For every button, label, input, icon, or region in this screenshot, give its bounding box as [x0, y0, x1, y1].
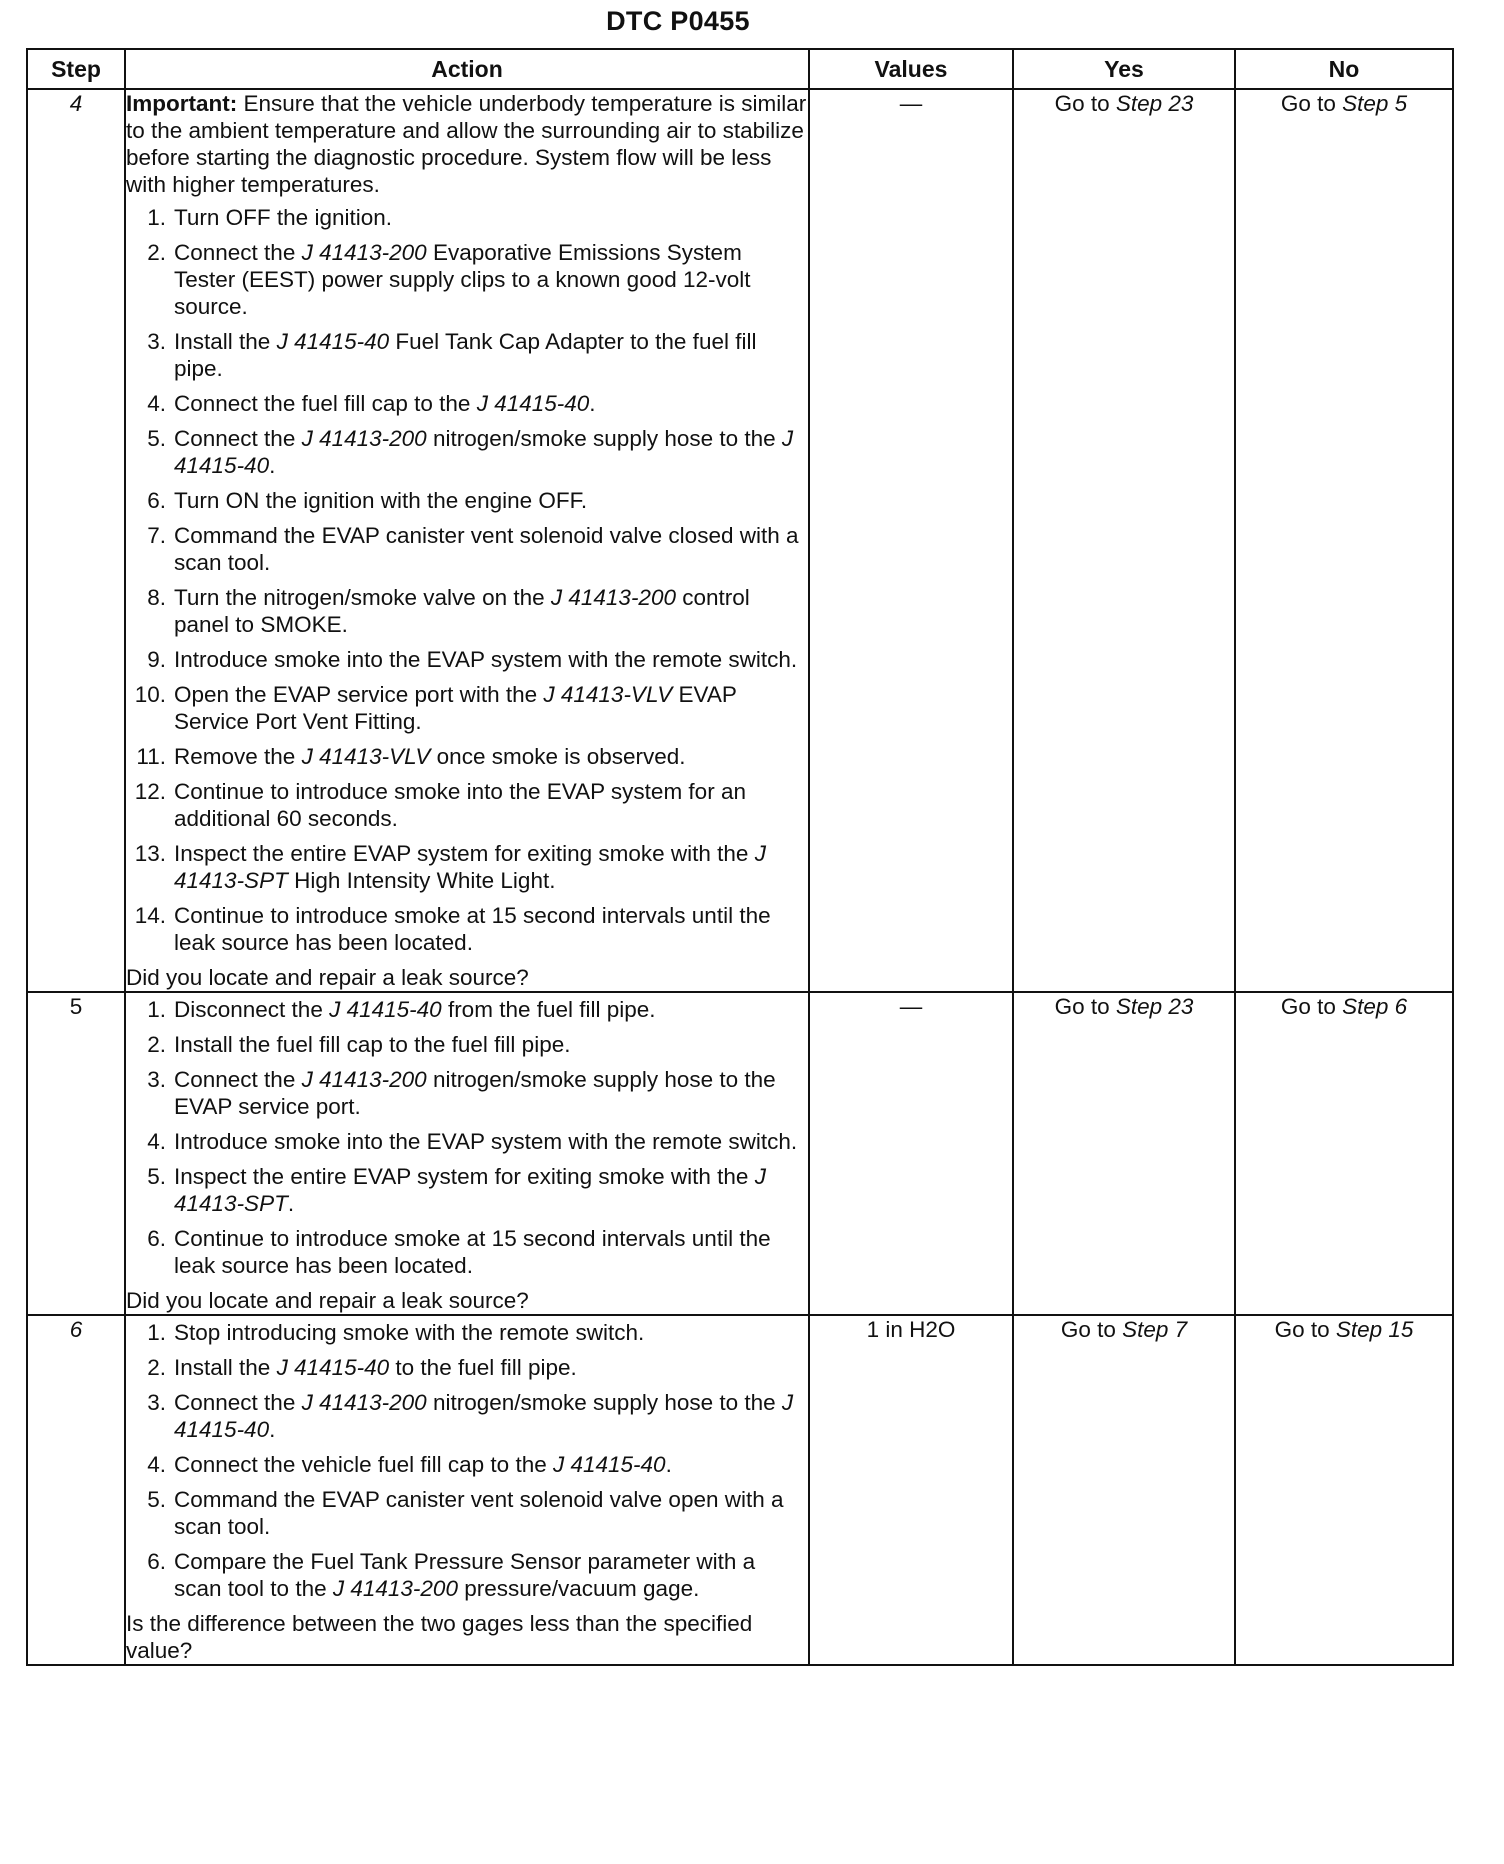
step-number: 6	[27, 1315, 125, 1665]
tool-reference: J 41413-200	[332, 1576, 458, 1601]
item-number: 5.	[147, 1164, 166, 1189]
table-row	[27, 992, 1453, 1315]
header-action: Action	[125, 49, 809, 89]
question: Did you locate and repair a leak source?	[126, 1288, 529, 1313]
text-segment: Connect the	[174, 1390, 302, 1415]
list-item	[126, 1354, 808, 1381]
tool-reference: J 41413-SPT	[174, 841, 766, 893]
no-cell	[1235, 992, 1453, 1315]
no-cell	[1235, 1315, 1453, 1665]
item-text	[174, 1354, 808, 1381]
text-segment: .	[589, 391, 596, 416]
list-item	[126, 425, 808, 479]
text-segment: pressure/vacuum gage.	[457, 1576, 700, 1601]
item-text	[174, 328, 808, 382]
text-segment: Fuel Tank Cap Adapter to the fuel fill pipe.	[174, 329, 757, 381]
item-text	[174, 522, 808, 576]
list-item	[126, 584, 808, 638]
list-item	[126, 778, 808, 832]
action-cell	[125, 992, 809, 1315]
list-item	[126, 522, 808, 576]
yes-step-link[interactable]: Step 23	[1115, 91, 1194, 116]
item-text	[174, 1163, 808, 1217]
text-segment: nitrogen/smoke supply hose to the EVAP service port.	[174, 1067, 776, 1119]
item-number: 4.	[147, 1129, 166, 1154]
item-number: 3.	[147, 1067, 166, 1092]
text-segment: Introduce smoke into the EVAP system with the remote switch.	[174, 647, 798, 672]
tool-reference: J 41413-200	[550, 585, 676, 610]
tool-reference: J 41413-VLV	[301, 744, 431, 769]
text-segment: Turn OFF the ignition.	[174, 205, 393, 230]
no-step-link[interactable]: Step 6	[1342, 994, 1408, 1019]
important-note	[126, 90, 808, 198]
list-item	[126, 1225, 808, 1279]
item-text	[174, 1128, 808, 1155]
text-segment: control panel to SMOKE.	[174, 585, 750, 637]
tool-reference: J 41415-40	[174, 426, 794, 478]
item-number: 3.	[147, 329, 166, 354]
text-segment: Install the	[174, 329, 277, 354]
item-number: 1.	[147, 997, 166, 1022]
item-text	[174, 1548, 808, 1602]
list-item	[126, 646, 808, 673]
table-row	[27, 89, 1453, 992]
tool-reference: J 41413-VLV	[543, 682, 673, 707]
item-number: 8.	[147, 585, 166, 610]
item-number: 5.	[147, 426, 166, 451]
text-segment: Inspect the entire EVAP system for exiting smoke with the	[174, 1164, 755, 1189]
text-segment: .	[287, 1191, 295, 1216]
item-text	[174, 584, 808, 638]
tool-reference: J 41413-SPT	[174, 1164, 766, 1216]
no-cell	[1235, 89, 1453, 992]
text-segment: Connect the	[174, 240, 302, 265]
yes-step-link[interactable]: Step 23	[1115, 994, 1194, 1019]
table-header-row	[27, 49, 1453, 89]
text-segment: Continue to introduce smoke at 15 second intervals until the leak source has been located.	[174, 903, 771, 955]
item-text	[174, 902, 808, 956]
item-number: 4.	[147, 391, 166, 416]
item-text	[174, 1389, 808, 1443]
yes-step-link[interactable]: Step 7	[1122, 1317, 1188, 1342]
important-label: Important:	[126, 91, 238, 116]
text-segment: nitrogen/smoke supply hose to the	[426, 1390, 782, 1415]
text-segment: Command the EVAP canister vent solenoid valve closed with a scan tool.	[174, 523, 799, 575]
tool-reference: J 41415-40	[174, 1390, 794, 1442]
text-segment: Open the EVAP service port with the	[174, 682, 544, 707]
item-text	[174, 1066, 808, 1120]
item-number: 6.	[147, 1549, 166, 1574]
item-number: 6.	[147, 1226, 166, 1251]
item-number: 2.	[147, 1355, 166, 1380]
tool-reference: J 41413-200	[301, 426, 427, 451]
table-row	[27, 1315, 1453, 1665]
item-number: 6.	[147, 488, 166, 513]
no-step-link[interactable]: Step 5	[1342, 91, 1408, 116]
list-item	[126, 1066, 808, 1120]
tool-reference: J 41413-200	[301, 1390, 427, 1415]
list-item	[126, 1548, 808, 1602]
procedure-list	[126, 204, 808, 956]
tool-reference: J 41415-40	[276, 1355, 390, 1380]
item-number: 1.	[147, 205, 166, 230]
item-text	[174, 239, 808, 320]
item-text	[174, 487, 808, 514]
yes-cell	[1013, 992, 1235, 1315]
text-segment: EVAP Service Port Vent Fitting.	[174, 682, 737, 734]
item-number: 14.	[134, 903, 166, 928]
item-number: 9.	[147, 647, 166, 672]
text-segment: Connect the	[174, 1067, 302, 1092]
item-text	[174, 1451, 808, 1478]
item-number: 12.	[134, 779, 166, 804]
no-prefix: Go to	[1280, 91, 1343, 116]
text-segment: to the fuel fill pipe.	[389, 1355, 577, 1380]
item-number: 2.	[147, 1032, 166, 1057]
values-cell: —	[809, 992, 1013, 1315]
step-number: 4	[27, 89, 125, 992]
text-segment: Install the fuel fill cap to the fuel fill pipe.	[174, 1032, 571, 1057]
item-number: 1.	[147, 1320, 166, 1345]
text-segment: .	[665, 1452, 672, 1477]
item-text	[174, 778, 808, 832]
list-item	[126, 1451, 808, 1478]
question: Did you locate and repair a leak source?	[126, 965, 529, 990]
item-text	[174, 1319, 808, 1346]
text-segment: Continue to introduce smoke at 15 second intervals until the leak source has been located.	[174, 1226, 771, 1278]
item-text	[174, 1031, 808, 1058]
text-segment: Evaporative Emissions System Tester (EEST) power supply clips to a known good 12-volt source.	[174, 240, 751, 319]
tool-reference: J 41413-200	[301, 1067, 427, 1092]
list-item	[126, 681, 808, 735]
text-segment: .	[269, 1417, 276, 1442]
page-title: DTC P0455	[606, 6, 750, 36]
text-segment: Install the	[174, 1355, 277, 1380]
text-segment: Remove the	[174, 744, 302, 769]
item-number: 2.	[147, 240, 166, 265]
item-text	[174, 743, 808, 770]
item-number: 4.	[147, 1452, 166, 1477]
list-item	[126, 840, 808, 894]
no-prefix: Go to	[1274, 1317, 1336, 1342]
list-item	[126, 743, 808, 770]
header-no: No	[1235, 49, 1453, 89]
action-cell	[125, 89, 809, 992]
text-segment: Stop introducing smoke with the remote switch.	[174, 1320, 645, 1345]
text-segment: Connect the fuel fill cap to the	[174, 391, 477, 416]
yes-cell	[1013, 89, 1235, 992]
item-text	[174, 390, 808, 417]
item-text	[174, 1486, 808, 1540]
procedure-list	[126, 996, 808, 1279]
tool-reference: J 41413-200	[301, 240, 427, 265]
list-item	[126, 1486, 808, 1540]
item-number: 5.	[147, 1487, 166, 1512]
list-item	[126, 1163, 808, 1217]
list-item	[126, 390, 808, 417]
text-segment: Connect the	[174, 426, 302, 451]
no-prefix: Go to	[1280, 994, 1343, 1019]
header-step: Step	[27, 49, 125, 89]
values-cell: —	[809, 89, 1013, 992]
yes-prefix: Go to	[1054, 91, 1116, 116]
text-segment: .	[269, 453, 276, 478]
no-step-link[interactable]: Step 15	[1335, 1317, 1414, 1342]
item-number: 10.	[134, 682, 166, 707]
list-item	[126, 487, 808, 514]
tool-reference: J 41415-40	[552, 1452, 666, 1477]
text-segment: Inspect the entire EVAP system for exiting smoke with the	[174, 841, 755, 866]
item-text	[174, 204, 808, 231]
text-segment: High Intensity White Light.	[287, 868, 556, 893]
values-cell: 1 in H2O	[809, 1315, 1013, 1665]
text-segment: Compare the Fuel Tank Pressure Sensor parameter with a scan tool to the	[174, 1549, 756, 1601]
text-segment: Turn the nitrogen/smoke valve on the	[174, 585, 551, 610]
diagnostic-table	[26, 48, 1454, 1666]
list-item	[126, 996, 808, 1023]
list-item	[126, 328, 808, 382]
header-values: Values	[809, 49, 1013, 89]
step-number: 5	[27, 992, 125, 1315]
list-item	[126, 204, 808, 231]
text-segment: Continue to introduce smoke into the EVAP system for an additional 60 seconds.	[174, 779, 746, 831]
header-yes: Yes	[1013, 49, 1235, 89]
list-item	[126, 1128, 808, 1155]
list-item	[126, 902, 808, 956]
item-text	[174, 681, 808, 735]
item-text	[174, 425, 808, 479]
action-cell	[125, 1315, 809, 1665]
tool-reference: J 41415-40	[329, 997, 442, 1022]
yes-prefix: Go to	[1060, 1317, 1123, 1342]
text-segment: nitrogen/smoke supply hose to the	[426, 426, 782, 451]
text-segment: Turn ON the ignition with the engine OFF.	[174, 488, 588, 513]
item-number: 3.	[147, 1390, 166, 1415]
item-number: 7.	[147, 523, 166, 548]
procedure-list	[126, 1319, 808, 1602]
item-number: 11.	[136, 744, 166, 769]
text-segment: once smoke is observed.	[430, 744, 686, 769]
tool-reference: J 41415-40	[476, 391, 590, 416]
list-item	[126, 239, 808, 320]
yes-prefix: Go to	[1054, 994, 1116, 1019]
tool-reference: J 41415-40	[276, 329, 390, 354]
list-item	[126, 1031, 808, 1058]
list-item	[126, 1319, 808, 1346]
text-segment: Connect the vehicle fuel fill cap to the	[174, 1452, 553, 1477]
item-text	[174, 996, 808, 1023]
item-text	[174, 646, 808, 673]
question: Is the difference between the two gages less than the specified value?	[126, 1611, 753, 1663]
item-text	[174, 1225, 808, 1279]
text-segment: Disconnect the	[174, 997, 330, 1022]
text-segment: Introduce smoke into the EVAP system with the remote switch.	[174, 1129, 798, 1154]
item-number: 13.	[134, 841, 166, 866]
yes-cell	[1013, 1315, 1235, 1665]
item-text	[174, 840, 808, 894]
list-item	[126, 1389, 808, 1443]
important-text: Ensure that the vehicle underbody temperature is similar to the ambient temperature and allow the surrounding air to stabilize before starting the diagnostic procedure. System flow will be less with higher temperatures.	[126, 91, 807, 197]
text-segment: from the fuel fill pipe.	[441, 997, 656, 1022]
text-segment: Command the EVAP canister vent solenoid valve open with a scan tool.	[174, 1487, 784, 1539]
